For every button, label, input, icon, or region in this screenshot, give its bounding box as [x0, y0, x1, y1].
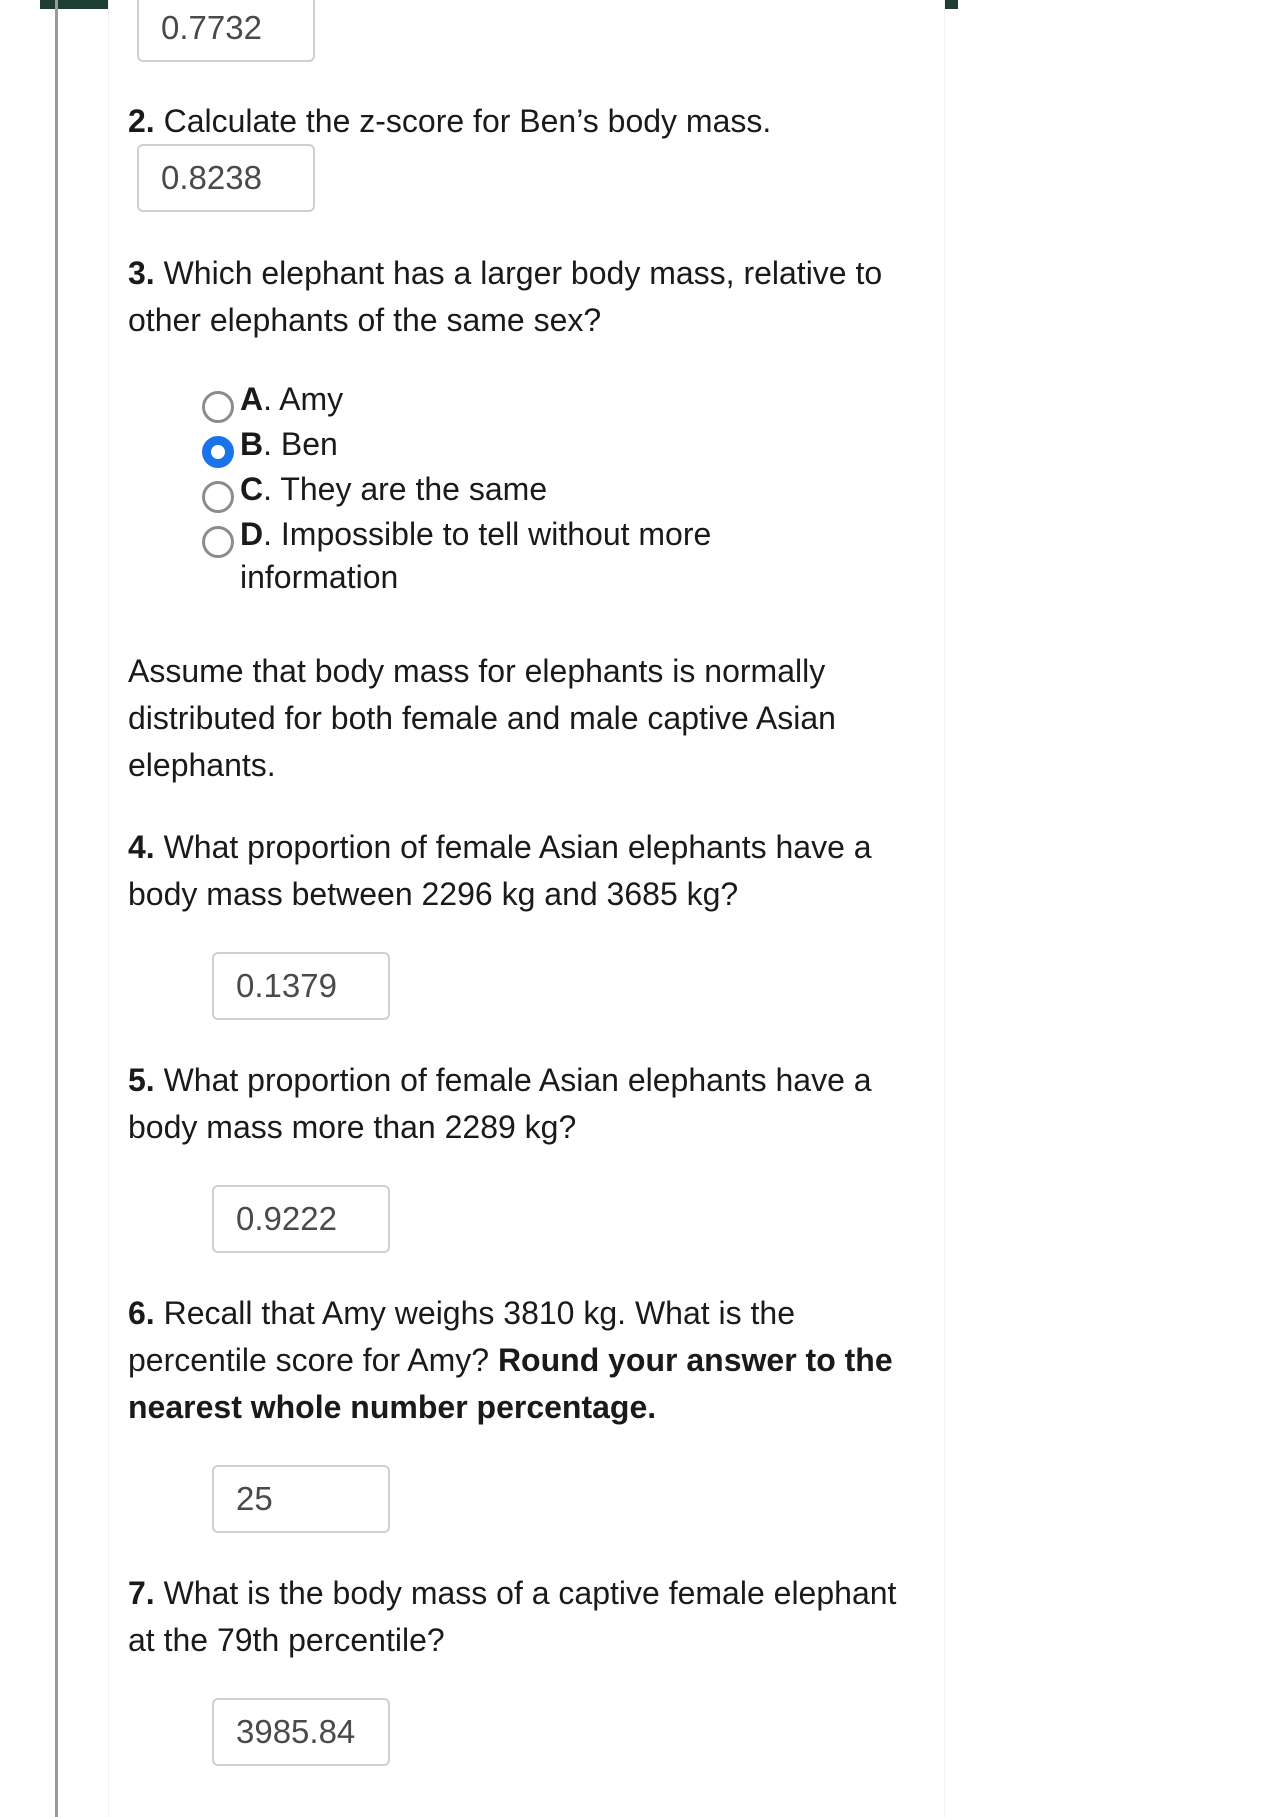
answer-input-q7[interactable] [212, 1698, 390, 1766]
option-c[interactable] [202, 468, 822, 513]
question-number: 7. [128, 1575, 155, 1611]
question-text: Calculate the z-score for Ben’s body mass. [163, 103, 772, 139]
radio-button[interactable] [202, 481, 234, 513]
question-7 [128, 1570, 928, 1664]
answer-input-q4[interactable] [212, 952, 390, 1020]
question-text: What proportion of female Asian elephants have a body mass more than 2289 kg? [128, 1062, 872, 1145]
radio-button-selected[interactable] [202, 436, 234, 468]
question-instruction: Round your answer to the nearest whole number percentage. [128, 1342, 893, 1425]
radio-button[interactable] [202, 526, 234, 558]
question-number: 5. [128, 1062, 155, 1098]
answer-input-q1[interactable] [137, 0, 315, 62]
question-text: Which elephant has a larger body mass, relative to other elephants of the same sex? [128, 255, 883, 338]
question-5 [128, 1057, 928, 1151]
question-text: What is the body mass of a captive female elephant at the 79th percentile? [128, 1575, 897, 1658]
question-number: 4. [128, 829, 155, 865]
question-text: Recall that Amy weighs 3810 kg. What is the percentile score for Amy? [128, 1295, 795, 1378]
option-label: A. Amy [240, 381, 344, 417]
question-number: 3. [128, 255, 155, 291]
option-label: B. Ben [240, 426, 338, 462]
left-divider [55, 0, 58, 1817]
option-d[interactable] [202, 513, 822, 599]
option-label: D. Impossible to tell without more information [240, 516, 712, 595]
question-4 [128, 824, 928, 918]
question-6 [128, 1290, 928, 1431]
option-a[interactable] [202, 378, 822, 423]
question-3 [128, 250, 928, 344]
question-2 [128, 98, 928, 145]
radio-button[interactable] [202, 391, 234, 423]
question-text: What proportion of female Asian elephants have a body mass between 2296 kg and 3685 kg? [128, 829, 872, 912]
option-label: C. They are the same [240, 471, 548, 507]
answer-input-q2[interactable] [137, 144, 315, 212]
answer-input-q6[interactable] [212, 1465, 390, 1533]
assumption-text: Assume that body mass for elephants is normally distributed for both female and male captive Asian elephants. [128, 653, 836, 783]
option-b[interactable] [202, 423, 822, 468]
question-number: 2. [128, 103, 155, 139]
question-number: 6. [128, 1295, 155, 1331]
answer-options [202, 378, 822, 599]
answer-input-q5[interactable] [212, 1185, 390, 1253]
